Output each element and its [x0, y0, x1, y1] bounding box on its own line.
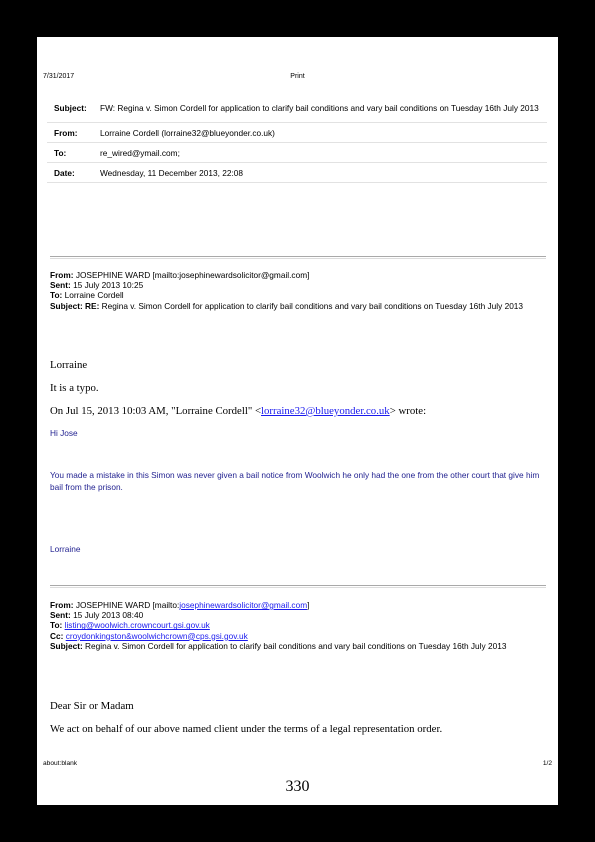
to-email-link[interactable]: listing@woolwich.crowncourt.gsi.gov.uk [64, 620, 210, 631]
message1-quote-line [50, 405, 426, 417]
to-value: Lorraine Cordell [64, 290, 124, 301]
subject-value: Regina v. Simon Cordell for application to clarify bail conditions and vary bail conditions on Tuesday 16th July 2013 [101, 300, 524, 311]
meta-key: From: [47, 123, 97, 143]
from-prefix: JOSEPHINE WARD [mailto: [75, 600, 180, 610]
meta-value: FW: Regina v. Simon Cordell for application to clarify bail conditions and vary bail conditions on Tuesday 16th July 2013 [97, 93, 547, 123]
meta-key: Date: [47, 163, 97, 183]
print-date: 7/31/2017 [43, 73, 75, 80]
meta-row-to [47, 143, 547, 163]
meta-row-from [47, 123, 547, 143]
message2-body: We act on behalf of our above named client under the terms of a legal representation order. [50, 723, 443, 735]
print-title: Print [290, 73, 305, 80]
to-label: To: [50, 620, 63, 631]
footer-page-count: 1/2 [542, 760, 552, 767]
message1-body: It is a typo. [50, 382, 99, 394]
sent-label: Sent: [50, 280, 71, 291]
from-suffix: ] [307, 600, 310, 610]
message-separator [50, 256, 546, 259]
subject-label: Subject: [50, 640, 83, 651]
quoted-greeting: Hi Jose [50, 428, 78, 438]
quoted-signature: Lorraine [50, 544, 81, 554]
email-meta-table [47, 93, 547, 183]
meta-row-date [47, 163, 547, 183]
from-email-link[interactable]: josephinewardsolicitor@gmail.com [179, 600, 308, 610]
from-label: From: [50, 270, 74, 280]
message2-greeting: Dear Sir or Madam [50, 700, 134, 712]
message2-header [50, 600, 540, 651]
subject-label: Subject: [50, 300, 83, 311]
from-label: From: [50, 600, 74, 610]
quote-prefix: On Jul 15, 2013 10:03 AM, "Lorraine Cordell" < [50, 405, 262, 417]
quoted-body: You made a mistake in this Simon was never given a bail notice from Woolwich he only had the one from the other court that give him bail from the prison. [50, 470, 540, 492]
message-separator [50, 585, 546, 588]
sent-label: Sent: [50, 610, 71, 621]
meta-key: To: [47, 143, 97, 163]
message1-greeting: Lorraine [50, 359, 88, 371]
from-value: JOSEPHINE WARD [mailto:josephinewardsolicitor@gmail.com] [75, 270, 310, 280]
page-number: 330 [285, 778, 310, 795]
subject-value: Regina v. Simon Cordell for application to clarify bail conditions and vary bail conditions on Tuesday 16th July 2013 [85, 640, 507, 651]
sent-value: 15 July 2013 08:40 [73, 610, 144, 621]
print-page [37, 37, 558, 805]
quote-email-link[interactable]: lorraine32@blueyonder.co.uk [261, 405, 390, 417]
subject-re: RE: [85, 300, 100, 311]
meta-key: Subject: [47, 93, 97, 123]
meta-row-subject [47, 93, 547, 123]
meta-value: Lorraine Cordell (lorraine32@blueyonder.co.uk) [97, 123, 547, 143]
message1-header [50, 270, 540, 311]
cc-label: Cc: [50, 630, 64, 641]
footer-url: about:blank [43, 760, 78, 767]
to-label: To: [50, 290, 63, 301]
quote-suffix: > wrote: [389, 405, 427, 417]
sent-value: 15 July 2013 10:25 [73, 280, 144, 291]
meta-value: re_wired@ymail.com; [97, 143, 547, 163]
meta-value: Wednesday, 11 December 2013, 22:08 [97, 163, 547, 183]
cc-email-link[interactable]: croydonkingston&woolwichcrown@cps.gsi.gov.uk [65, 630, 248, 641]
